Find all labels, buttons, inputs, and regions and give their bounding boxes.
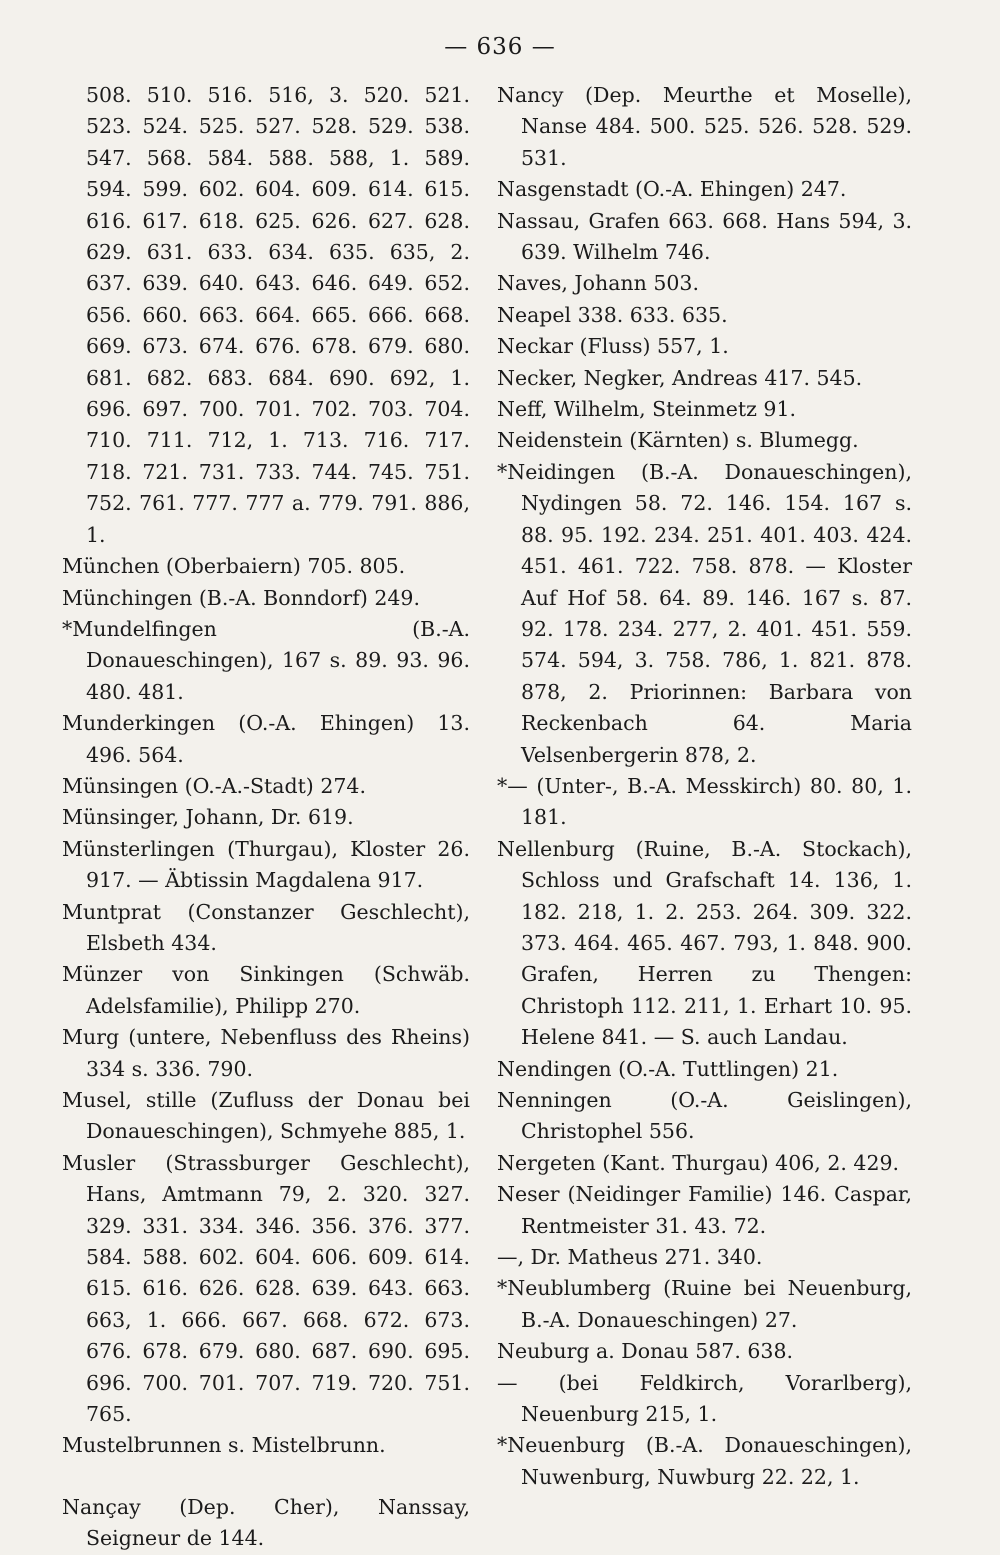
list-item: Münsterlingen (Thurgau), Kloster 26. 917. — Äbtissin Magdalena 917. <box>62 836 470 893</box>
list-item: Münsinger, Johann, Dr. 619. <box>62 805 354 830</box>
list-item: Münchingen (B.-A. Bonndorf) 249. <box>62 585 420 610</box>
list-item: Nellenburg (Ruine, B.-A. Stockach), Schloss und Grafschaft 14. 136, 1. 182. 218, 1. 2. 253. 264. 309. 322. 373. 464. 465. 467. 793, 1. 848. 900. Grafen, Herren zu Thengen: Christoph 112. 211, 1. Erhart 10. 95. Helene 841. — S. auch Landau. <box>497 836 912 1050</box>
list-item: Nenningen (O.-A. Geislingen), Christophel 556. <box>497 1088 912 1144</box>
list-item: Nasgenstadt (O.-A. Ehingen) 247. <box>497 177 847 202</box>
list-item: Münzer von Sinkingen (Schwäb. Adelsfamilie), Philipp 270. <box>62 962 470 1018</box>
list-item: Murg (untere, Nebenfluss des Rheins) 334 s. 336. 790. <box>62 1025 470 1081</box>
list-item: *— (Unter-, B.-A. Messkirch) 80. 80, 1. 181. <box>497 773 912 830</box>
list-item: Neckar (Fluss) 557, 1. <box>497 334 729 359</box>
list-item: 508. 510. 516. 516, 3. 520. 521. 523. 524. 525. 527. 528. 529. 538. 547. 568. 584. 588. 588, 1. 589. 594. 599. 602. 604. 609. 614. 615. 616. 617. 618. 625. 626. 627. 628. 629. 631. 633. 634. 635. 635, 2. 637. 639. 640. 643. 646. 649. 652. 656. 660. 663. 664. 665. 666. 668. 669. 673. 674. 676. 678. 679. 680. 681. 682. 683. 684. 690. 692, 1. 696. 697. 700. 701. 702. 703. 704. 710. 711. 712, 1. 713. 716. 717. 718. 721. 731. 733. 744. 745. 751. 752. 761. 777. 777 a. 779. 791. 886, 1. <box>86 83 470 547</box>
list-item: Munderkingen (O.-A. Ehingen) 13. 496. 564. <box>62 711 470 767</box>
left-column <box>62 80 470 1555</box>
list-item: Musler (Strassburger Geschlecht), Hans, Amtmann 79, 2. 320. 327. 329. 331. 334. 346. 356. 376. 377. 584. 588. 602. 604. 606. 609. 614. 615. 616. 626. 628. 639. 643. 663. 663, 1. 666. 667. 668. 672. 673. 676. 678. 679. 680. 687. 690. 695. 696. 700. 701. 707. 719. 720. 751. 765. <box>62 1150 470 1427</box>
list-item: Neff, Wilhelm, Steinmetz 91. <box>497 397 797 422</box>
list-item: —, Dr. Matheus 271. 340. <box>497 1245 763 1270</box>
list-item: Mustelbrunnen s. Mistelbrunn. <box>62 1433 386 1458</box>
list-item: *Mundelfingen (B.-A. Donaueschingen), 167 s. 89. 93. 96. 480. 481. <box>62 616 470 704</box>
list-item: — (bei Feldkirch, Vorarlberg), Neuenburg 215, 1. <box>497 1370 912 1427</box>
list-item: *Neuenburg (B.-A. Donaueschingen), Nuwenburg, Nuwburg 22. 22, 1. <box>497 1433 912 1489</box>
list-item: Nancy (Dep. Meurthe et Moselle), Nanse 484. 500. 525. 526. 528. 529. 531. <box>497 83 912 170</box>
list-item: Münsingen (O.-A.-Stadt) 274. <box>62 773 366 798</box>
list-item: München (Oberbaiern) 705. 805. <box>62 554 406 579</box>
list-item: *Neublumberg (Ruine bei Neuenburg, B.-A. Donaueschingen) 27. <box>497 1276 912 1332</box>
list-item: Nergeten (Kant. Thurgau) 406, 2. 429. <box>497 1150 900 1175</box>
right-column <box>497 80 912 1493</box>
list-item: *Neidingen (B.-A. Donaueschingen), Nydingen 58. 72. 146. 154. 167 s. 88. 95. 192. 234. 251. 401. 403. 424. 451. 461. 722. 758. 878. — Kloster Auf Hof 58. 64. 89. 146. 167 s. 87. 92. 178. 234. 277, 2. 401. 451. 559. 574. 594, 3. 758. 786, 1. 821. 878. 878, 2. Priorinnen: Barbara von Reckenbach 64. Maria Velsenbergerin 878, 2. <box>497 459 912 767</box>
list-item: Nassau, Grafen 663. 668. Hans 594, 3. 639. Wilhelm 746. <box>497 208 912 265</box>
list-item: Neapel 338. 633. 635. <box>497 302 728 327</box>
list-item: Neidenstein (Kärnten) s. Blumegg. <box>497 428 859 453</box>
list-item: Muntprat (Constanzer Geschlecht), Elsbeth 434. <box>62 899 470 955</box>
list-item: Naves, Johann 503. <box>497 271 699 296</box>
list-item: Musel, stille (Zufluss der Donau bei Donaueschingen), Schmyehe 885, 1. <box>62 1088 470 1144</box>
list-item: Neuburg a. Donau 587. 638. <box>497 1339 794 1364</box>
list-item: Nendingen (O.-A. Tuttlingen) 21. <box>497 1056 839 1081</box>
list-item: Necker, Negker, Andreas 417. 545. <box>497 365 863 390</box>
list-item: Nançay (Dep. Cher), Nanssay, Seigneur de 144. <box>62 1494 470 1551</box>
list-item: Neser (Neidinger Familie) 146. Caspar, Rentmeister 31. 43. 72. <box>497 1182 912 1238</box>
page-number: — 636 — <box>444 34 556 60</box>
